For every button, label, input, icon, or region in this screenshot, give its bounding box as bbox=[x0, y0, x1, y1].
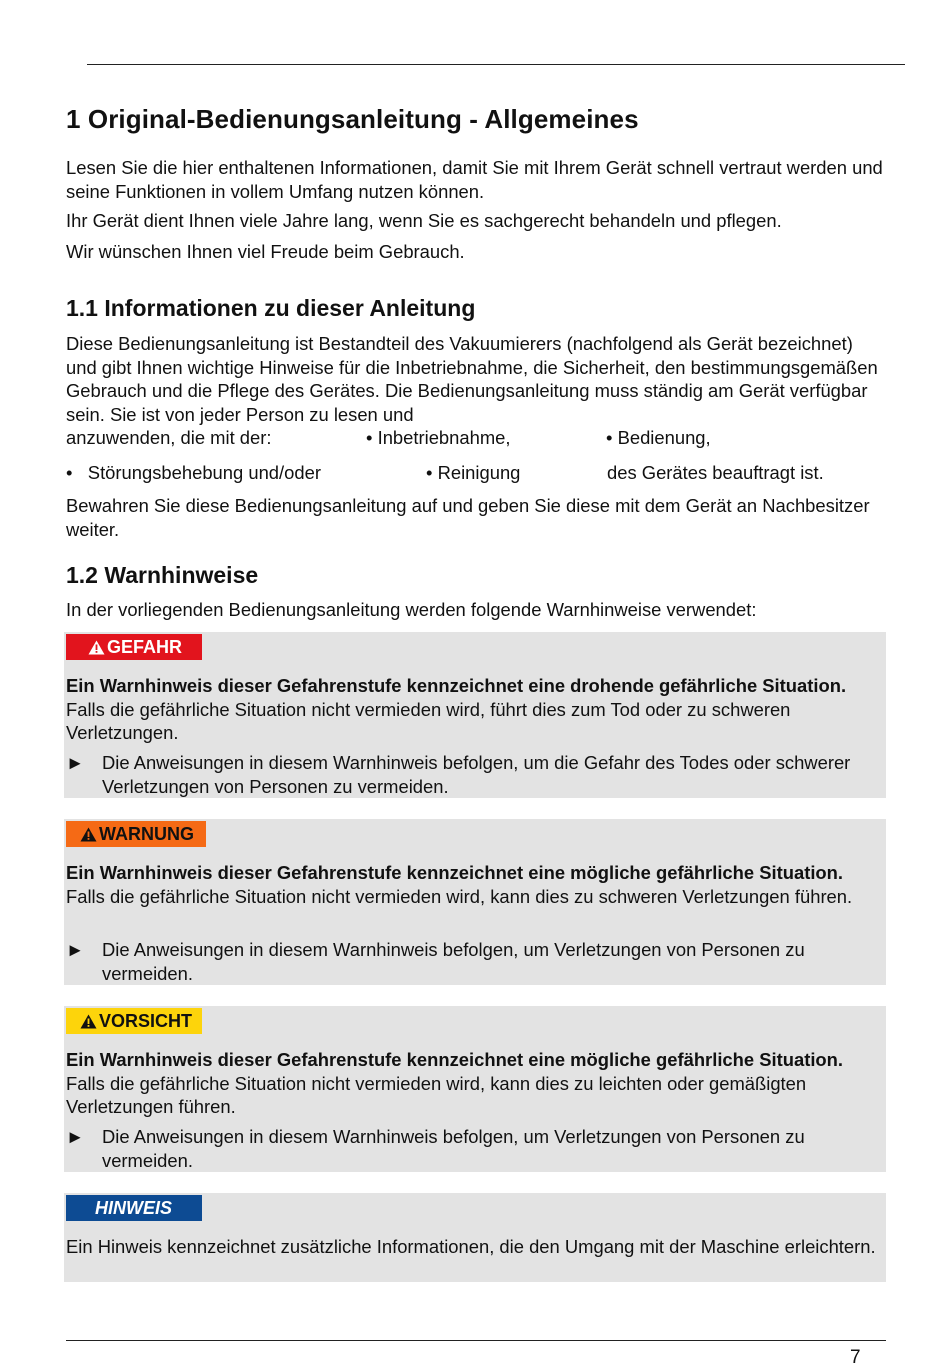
chapter-heading: 1 Original-Bedienungsanleitung - Allgemeines bbox=[66, 104, 639, 134]
warning-description-bold: Ein Warnhinweis dieser Gefahrenstufe kennzeichnet eine mögliche gefährliche Situation. bbox=[66, 862, 844, 883]
caution-description-text: Falls die gefährliche Situation nicht vermieden wird, kann dies zu leichten oder gemäßigten Verletzungen führen. bbox=[66, 1072, 807, 1117]
bullet-text: Bedienung, bbox=[617, 427, 711, 448]
arrow-icon: ► bbox=[66, 752, 85, 773]
bullet-item bbox=[66, 461, 321, 485]
header-rule bbox=[87, 64, 905, 65]
danger-warning-box bbox=[64, 632, 886, 798]
warning-tag bbox=[66, 821, 206, 847]
section-1-2-heading: 1.2 Warnhinweise bbox=[66, 562, 259, 588]
caution-description bbox=[66, 1048, 882, 1119]
danger-description bbox=[66, 674, 882, 745]
bullet-text: Reinigung bbox=[437, 462, 521, 483]
danger-tag-label: GEFAHR bbox=[107, 637, 183, 657]
danger-description-bold: Ein Warnhinweis dieser Gefahrenstufe kennzeichnet eine drohende gefährliche Situation. bbox=[66, 675, 847, 696]
footer-rule bbox=[66, 1340, 886, 1341]
warning-triangle-icon bbox=[80, 1014, 97, 1029]
danger-instruction-text: Die Anweisungen in diesem Warnhinweis befolgen, um die Gefahr des Todes oder schwerer Verletzungen von Personen zu vermeiden. bbox=[102, 752, 851, 797]
caution-tag-label: VORSICHT bbox=[99, 1011, 193, 1031]
warning-description-text: Falls die gefährliche Situation nicht vermieden wird, kann dies zu schweren Verletzungen führen. bbox=[66, 885, 853, 907]
bullet-glyph: • bbox=[606, 427, 613, 448]
section-1-1-closing: Bewahren Sie diese Bedienungsanleitung auf und geben Sie diese mit dem Gerät an Nachbesitzer weiter. bbox=[66, 495, 870, 540]
caution-tag bbox=[66, 1008, 202, 1034]
bullet-glyph: • bbox=[66, 462, 73, 483]
section-1-1-heading: 1.1 Informationen zu dieser Anleitung bbox=[66, 295, 476, 321]
section-1-2-intro: In der vorliegenden Bedienungsanleitung werden folgende Warnhinweise verwendet: bbox=[66, 599, 757, 620]
warning-triangle-icon bbox=[80, 827, 97, 842]
caution-description-bold: Ein Warnhinweis dieser Gefahrenstufe kennzeichnet eine mögliche gefährliche Situation. bbox=[66, 1049, 844, 1070]
warning-description bbox=[66, 861, 882, 908]
caution-instruction-text: Die Anweisungen in diesem Warnhinweis befolgen, um Verletzungen von Personen zu vermeiden. bbox=[102, 1126, 805, 1171]
warning-tag-label: WARNUNG bbox=[99, 824, 194, 844]
bullet-glyph: • bbox=[426, 462, 433, 483]
audience-tail: des Gerätes beauftragt ist. bbox=[607, 462, 824, 483]
intro-paragraph-3: Wir wünschen Ihnen viel Freude beim Gebrauch. bbox=[66, 241, 465, 262]
page-number: 7 bbox=[850, 1347, 861, 1368]
intro-paragraph-1: Lesen Sie die hier enthaltenen Informationen, damit Sie mit Ihrem Gerät schnell vertraut werden und seine Funktionen in vollem Umfang nutzen können. bbox=[66, 157, 883, 202]
section-1-1-body: Diese Bedienungsanleitung ist Bestandteil des Vakuumierers (nachfolgend als Gerät bezeichnet) und gibt Ihnen wichtige Hinweise für die Inbetriebnahme, die Sicherheit, den bestimmungsgemäßen Gebrauch und die Pflege des Gerätes. Die Bedienungsanleitung muss ständig am Gerät verfügbar sein. Sie ist von jeder Person zu lesen und bbox=[66, 333, 878, 425]
intro-paragraph-2: Ihr Gerät dient Ihnen viele Jahre lang, wenn Sie es sachgerecht behandeln und pflegen. bbox=[66, 210, 782, 231]
warning-box bbox=[64, 819, 886, 985]
bullet-glyph: • bbox=[366, 427, 373, 448]
notice-tag bbox=[66, 1195, 202, 1221]
danger-description-text: Falls die gefährliche Situation nicht vermieden wird, führt dies zum Tod oder zu schweren Verletzungen. bbox=[66, 698, 791, 743]
warning-instruction-text: Die Anweisungen in diesem Warnhinweis befolgen, um Verletzungen von Personen zu vermeiden. bbox=[102, 939, 805, 984]
arrow-icon: ► bbox=[66, 939, 85, 960]
bullet-item bbox=[606, 426, 711, 450]
bullet-text: Inbetriebnahme, bbox=[377, 427, 511, 448]
bullet-item bbox=[366, 426, 511, 450]
notice-description: Ein Hinweis kennzeichnet zusätzliche Informationen, die den Umgang mit der Maschine erleichtern. bbox=[66, 1236, 876, 1257]
caution-box bbox=[64, 1006, 886, 1172]
danger-tag bbox=[66, 634, 202, 660]
arrow-icon: ► bbox=[66, 1126, 85, 1147]
bullet-item bbox=[426, 461, 520, 485]
bullet-text: Störungsbehebung und/oder bbox=[87, 462, 321, 483]
notice-tag-label: HINWEIS bbox=[95, 1198, 173, 1218]
audience-lead: anzuwenden, die mit der: bbox=[66, 427, 272, 448]
notice-box bbox=[64, 1193, 886, 1282]
warning-triangle-icon bbox=[88, 640, 105, 655]
